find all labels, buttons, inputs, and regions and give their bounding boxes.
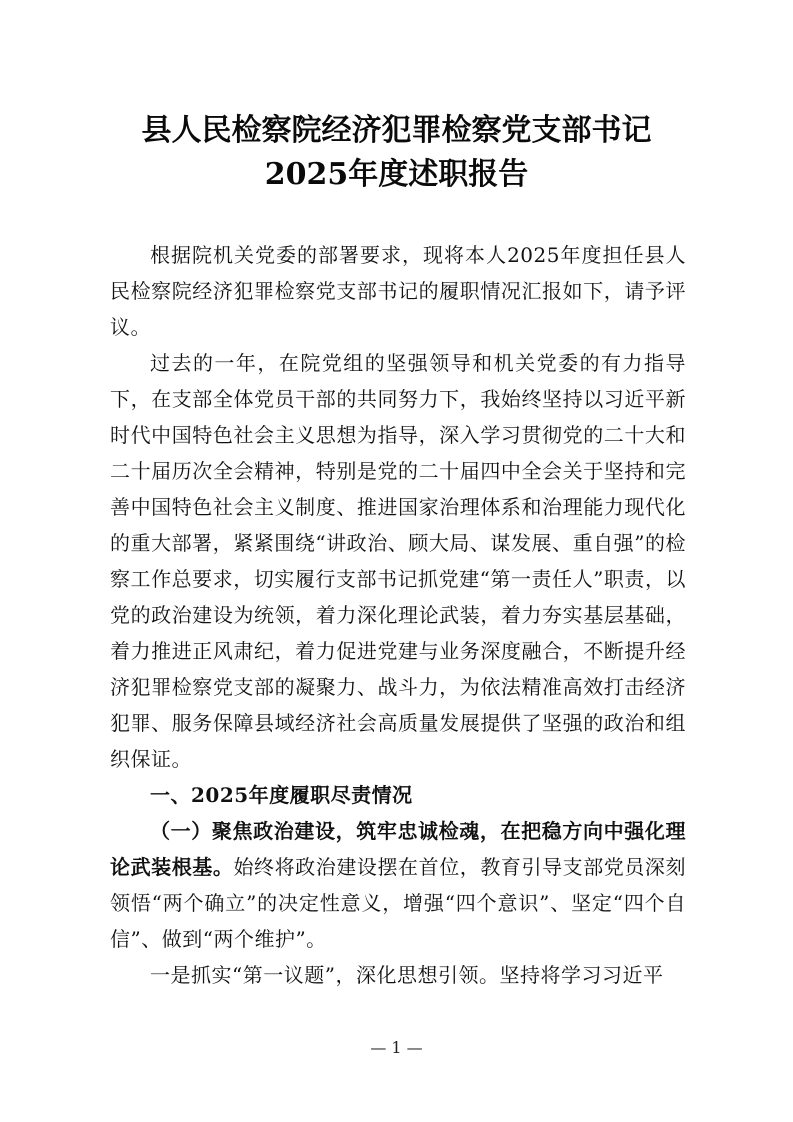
document-title-line1: 县人民检察院经济犯罪检察党支部书记	[141, 113, 652, 148]
document-body	[110, 237, 686, 993]
document-title-line2: 2025年度述职报告	[264, 157, 529, 192]
paragraph-intro: 根据院机关党委的部署要求，现将本人2025年度担任县人民检察院经济犯罪检察党支部书记的履职情况汇报如下，请予评议。	[110, 243, 686, 339]
paragraph-point-1: 一是抓实“第一议题”，深化思想引领。坚持将学习习近平	[150, 963, 664, 987]
paragraph-overview: 过去的一年，在院党组的坚强领导和机关党委的有力指导下，在支部全体党员干部的共同努力下，我始终坚持以习近平新时代中国特色社会主义思想为指导，深入学习贯彻党的二十大和二十届历次全会精神，特别是党的二十届四中全会关于坚持和完善中国特色社会主义制度、推进国家治理体系和治理能力现代化的重大部署，紧紧围绕“讲政治、顾大局、谋发展、重自强”的检察工作总要求，切实履行支部书记抓党建“第一责任人”职责，以党的政治建设为统领，着力深化理论武装，着力夯实基层基础，着力推进正风肃纪，着力促进党建与业务深度融合，不断提升经济犯罪检察党支部的凝聚力、战斗力，为依法精准高效打击经济犯罪、服务保障县域经济社会高质量发展提供了坚强的政治和组织保证。	[110, 351, 686, 771]
paragraph-subsection-1	[110, 813, 686, 957]
section-heading-1: 一、2025年度履职尽责情况	[150, 783, 413, 807]
subsection-heading-1: （一）聚焦政治建设，筑牢忠诚检魂，在把稳方向中强化理论武装根基。	[110, 819, 686, 879]
subsection-text-1: 始终将政治建设摆在首位，教育引导支部党员深刻领悟“两个确立”的决定性意义，增强“四个意识”、坚定“四个自信”、做到“两个维护”。	[110, 855, 687, 951]
page-number: — 1 —	[370, 1038, 423, 1057]
